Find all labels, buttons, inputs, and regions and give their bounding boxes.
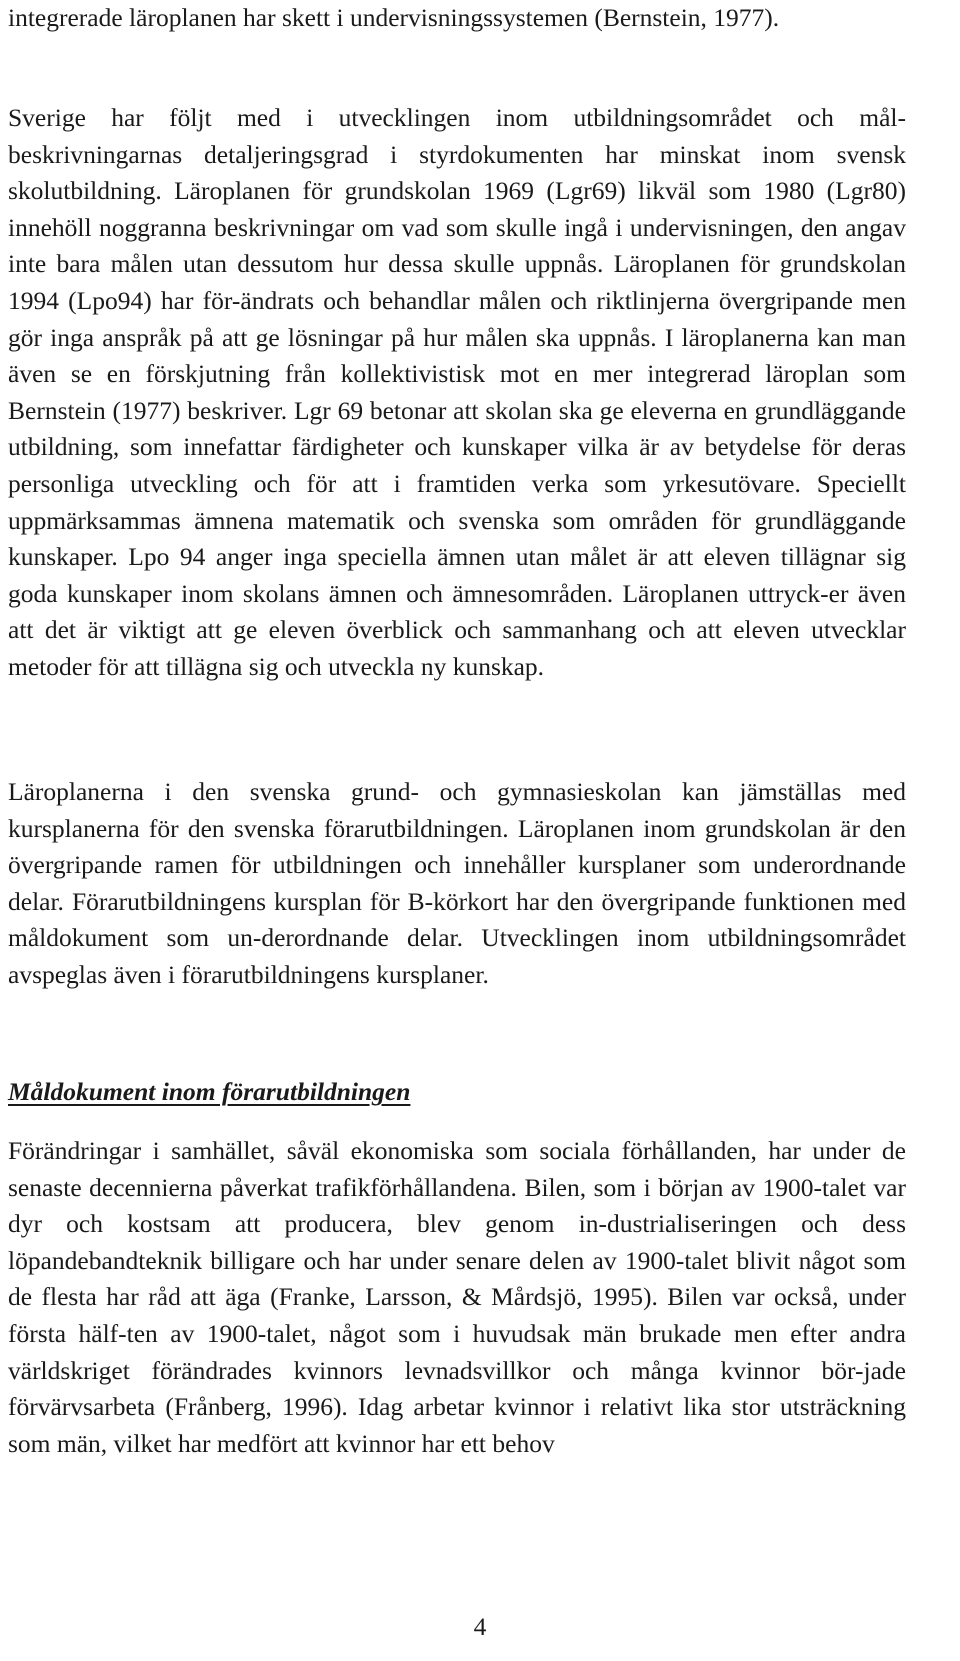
paragraph-intro-fragment: integrerade läroplanen har skett i undervisningssystemen (Bernstein, 1977).: [8, 3, 780, 32]
section-heading: Måldokument inom förarutbildningen: [8, 1077, 411, 1106]
page-number: 4: [473, 1612, 487, 1641]
paragraph-societal-changes: Förändringar i samhället, såväl ekonomiska som sociala förhållanden, har under de senaste decennierna påverkat trafikförhållandena. Bilen, som i början av 1900-talet var dyr och kostsam att producera, blev genom in-dustrialiseringen och dess löpandebandteknik billigare och har under senare delen av 1900-talet blivit något som de flesta har råd att äga (Franke, Larsson, & Mårdsjö, 1995). Bilen var också, under första hälf-ten av 1900-talet, något som i huvudsak män brukade men efter andra världskriget förändrades kvinnors levnadsvillkor och många kvinnor bör-jade förvärvsarbeta (Frånberg, 1996). Idag arbetar kvinnor i relativt lika stor utsträckning som män, vilket har medfört att kvinnor har ett behov: [8, 1136, 906, 1458]
paragraph-curriculum-development: Sverige har följt med i utvecklingen inom utbildningsområdet och mål-beskrivningarnas detaljeringsgrad i styrdokumenten har minskat inom svensk skolutbildning. Läroplanen för grundskolan 1969 (Lgr69) likväl som 1980 (Lgr80) innehöll noggranna beskrivningar om vad som skulle ingå i undervisningen, den angav inte bara målen utan dessutom hur dessa skulle uppnås. Läroplanen för grundskolan 1994 (Lpo94) har för-ändrats och behandlar målen och riktlinjerna övergripande men gör inga anspråk på att ge lösningar på hur målen ska uppnås. I läroplanerna kan man även se en förskjutning från kollektivistisk mot en mer integrerad läroplan som Bernstein (1977) beskriver. Lgr 69 betonar att skolan ska ge eleverna en grundläggande utbildning, som innefattar färdigheter och kunskaper vilka är av betydelse för deras personliga utveckling och för att i framtiden verka som yrkesutövare. Speciellt uppmärksammas ämnena matematik och svenska som områden för grundläggande kunskaper. Lpo 94 anger inga speciella ämnen utan målet är att eleven tillägnar sig goda kunskaper inom skolans ämnen och ämnesområden. Läroplanen uttryck-er även att det är viktigt att ge eleven överblick och sammanhang och att eleven utvecklar metoder för att tillägna sig och utveckla ny kunskap.: [8, 103, 906, 681]
paragraph-curriculum-comparison: Läroplanerna i den svenska grund- och gymnasieskolan kan jämställas med kursplanerna för den svenska förarutbildningen. Läroplanen inom grundskolan är den övergripande ramen för utbildningen och innehåller kursplaner som underordnande delar. Förarutbildningens kursplan för B-körkort har den övergripande funktionen med måldokument som un-derordnande delar. Utvecklingen inom utbildningsområdet avspeglas även i förarutbildningens kursplaner.: [8, 777, 906, 989]
